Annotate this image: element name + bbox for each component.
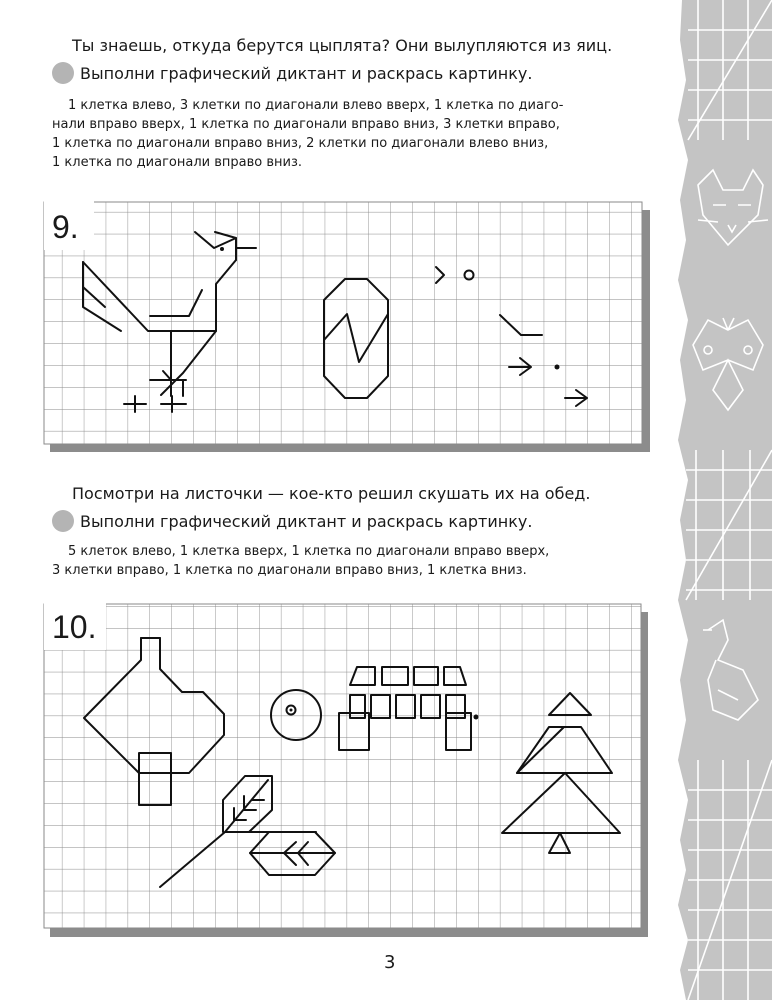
task-bullet-icon [52, 62, 74, 84]
dictation-line: 1 клетка по диагонали вправо вниз, 2 клетки по диагонали влево вниз, [52, 136, 549, 151]
exercise-10-number: 10. [52, 609, 97, 645]
dictation-line: 1 клетка по диагонали вправо вниз. [52, 155, 302, 170]
start-point-icon [474, 715, 479, 720]
turtle-pupil-icon [290, 709, 293, 712]
exercise-9-dictation [52, 96, 563, 172]
exercise-10-grid [44, 598, 648, 937]
dictation-line: 3 клетки вправо, 1 клетка по диагонали вправо вниз, 1 клетка вниз. [52, 563, 527, 578]
exercise-9-number: 9. [52, 209, 79, 245]
dictation-line: 1 клетка влево, 3 клетки по диагонали влево вверх, 1 клетка по диаго- [68, 98, 564, 113]
start-point-icon [555, 365, 560, 370]
dictation-line: нали вправо вверх, 1 клетка по диагонали вправо вниз, 3 клетки вправо, [52, 117, 560, 132]
page-number: 3 [384, 952, 396, 973]
exercise-9-task-text: Выполни графический диктант и раскрась картинку. [80, 64, 533, 83]
dictation-line: 5 клеток влево, 1 клетка вверх, 1 клетка по диагонали вправо вверх, [68, 544, 550, 559]
exercise-9-intro: Ты знаешь, откуда берутся цыплята? Они вылупляются из яиц. [72, 36, 613, 55]
decorative-side-strip [668, 0, 772, 1000]
exercise-10-intro: Посмотри на листочки — кое-кто решил скушать их на обед. [72, 484, 591, 503]
exercise-grids [40, 190, 660, 940]
exercise-10-task-text: Выполни графический диктант и раскрась картинку. [80, 512, 533, 531]
hen-eye-icon [220, 247, 224, 251]
exercise-9-grid [44, 198, 650, 452]
exercise-9-task [52, 62, 532, 84]
